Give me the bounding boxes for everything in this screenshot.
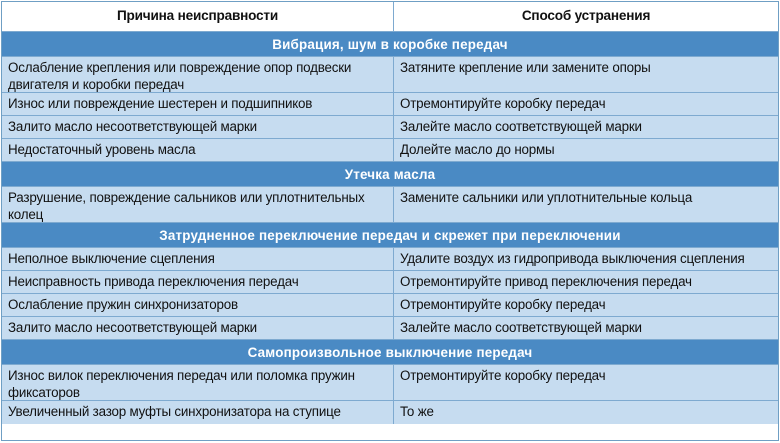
- remedy-cell: Залейте масло соответствующей марки: [400, 320, 642, 335]
- table-row: [2, 93, 778, 116]
- remedy-cell: Отремонтируйте коробку передач: [400, 96, 606, 111]
- table-row: [2, 57, 778, 93]
- remedy-cell: Залейте масло соответствующей марки: [400, 119, 642, 134]
- remedy-cell: Отремонтируйте коробку передач: [400, 297, 606, 312]
- header-remedy: Способ устранения: [521, 8, 651, 24]
- cause-cell: Неполное выключение сцепления: [2, 248, 394, 270]
- cause-cell: Неисправность привода переключения передач: [2, 271, 394, 293]
- cause-cell: Разрушение, повреждение сальников или уплотнительных колец: [2, 187, 394, 222]
- cause-cell: Износ вилок переключения передач или поломка пружин фиксаторов: [2, 365, 394, 400]
- table-row: [2, 248, 778, 271]
- troubleshooting-table: [1, 1, 779, 441]
- table-row: [2, 116, 778, 139]
- table-row: [2, 187, 778, 223]
- section-title: Утечка масла: [2, 162, 778, 187]
- table-row: [2, 317, 778, 340]
- table-row: [2, 271, 778, 294]
- remedy-cell: Отремонтируйте коробку передач: [400, 368, 606, 383]
- table-row: [2, 365, 778, 401]
- header-cause: Причина неисправности: [2, 2, 394, 31]
- remedy-cell: Отремонтируйте привод переключения передач: [400, 274, 692, 289]
- table-row: [2, 401, 778, 424]
- remedy-cell: Долейте масло до нормы: [400, 142, 555, 157]
- section-title: Самопроизвольное выключение передач: [2, 340, 778, 365]
- cause-cell: Износ или повреждение шестерен и подшипников: [2, 93, 394, 115]
- table-header: [2, 2, 778, 32]
- section-title: Затрудненное переключение передач и скрежет при переключении: [2, 223, 778, 248]
- table-row: [2, 294, 778, 317]
- remedy-cell: Удалите воздух из гидропривода выключения сцепления: [400, 251, 745, 266]
- section-title: Вибрация, шум в коробке передач: [2, 32, 778, 57]
- cause-cell: Залито масло несоответствующей марки: [2, 116, 394, 138]
- remedy-cell: Затяните крепление или замените опоры: [400, 60, 651, 75]
- cause-cell: Залито масло несоответствующей марки: [2, 317, 394, 339]
- remedy-cell: Замените сальники или уплотнительные кольца: [400, 190, 693, 205]
- cause-cell: Ослабление пружин синхронизаторов: [2, 294, 394, 316]
- cause-cell: Увеличенный зазор муфты синхронизатора на ступице: [2, 401, 394, 424]
- cause-cell: Недостаточный уровень масла: [2, 139, 394, 161]
- remedy-cell: То же: [400, 404, 434, 419]
- table-row: [2, 139, 778, 162]
- cause-cell: Ослабление крепления или повреждение опор подвески двигателя и коробки передач: [2, 57, 394, 92]
